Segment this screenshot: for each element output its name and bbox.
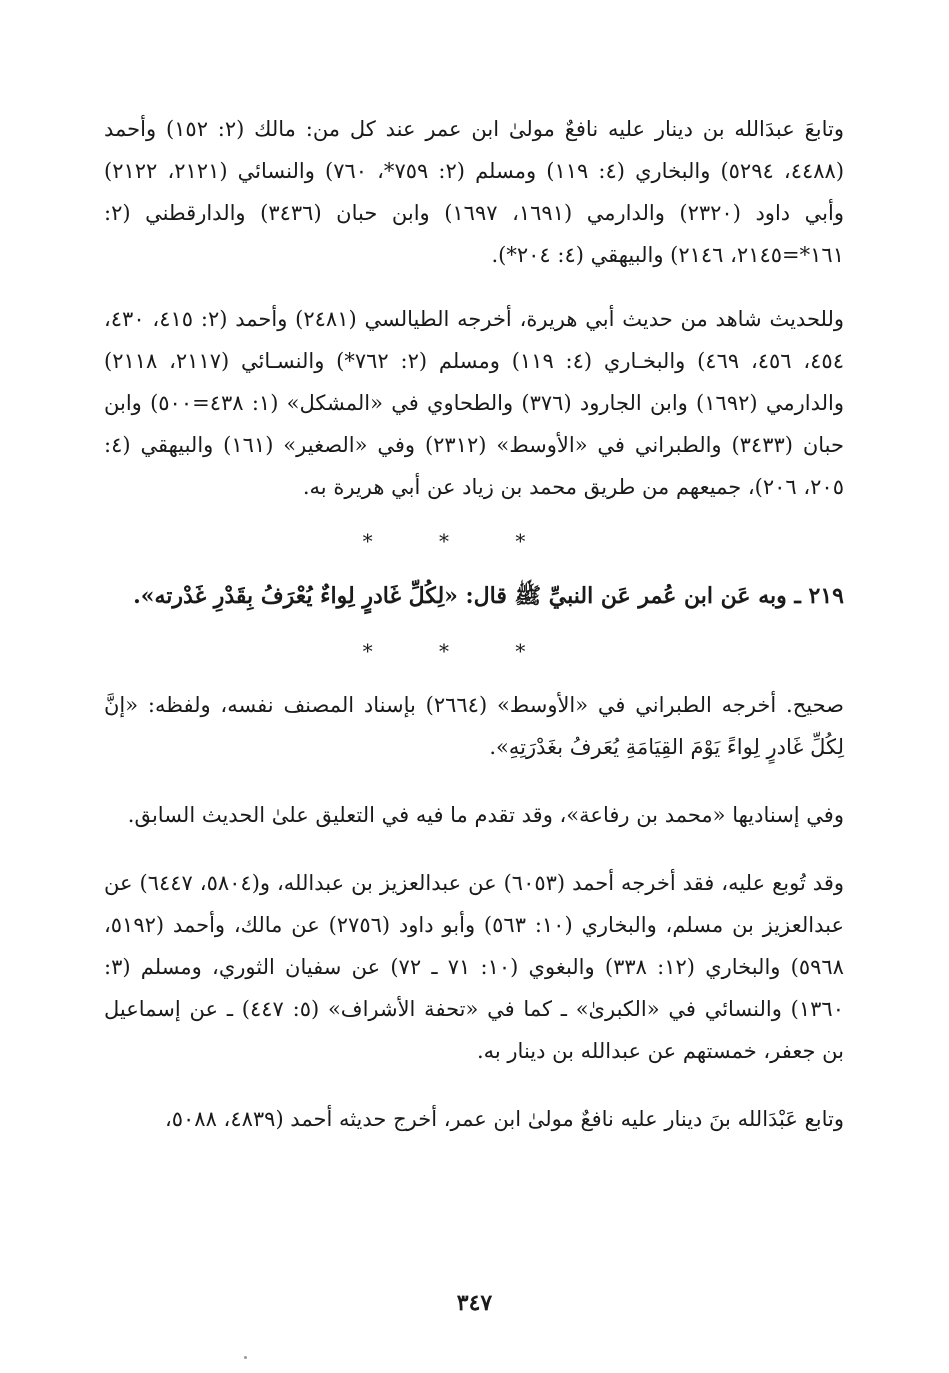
section-divider-stars: * * * [362,529,556,553]
section-divider-stars: * * * [362,639,556,663]
paragraph-mutabaat: وقد تُوبع عليه، فقد أخرجه أحمد (٦٠٥٣) عن عبدالعزيز بن عبدالله، و(٥٨٠٤، ٦٤٤٧) عن عبدالعزيز بن مسلم، والبخاري (١٠: ٥٦٣) وأبو داود (٢٧٥٦) عن مالك، وأحمد (٥١٩٢، ٥٩٦٨) والبخاري (١٢: ٣٣٨) والبغوي (١٠: ٧١ ـ ٧٢) عن سفيان الثوري، ومسلم (٣: ١٣٦٠) والنسائي في «الكبرىٰ» ـ كما في «تحفة الأشراف» (٥: ٤٤٧) ـ عن إسماعيل بن جعفر، خمستهم عن عبدالله بن دينار به. [104,871,845,1063]
page-body [104,108,844,1140]
paragraph-takhrij-sahih: صحيح. أخرجه الطبراني في «الأوسط» (٢٦٦٤) بإسناد المصنف نفسه، ولفظه: «إنَّ لِكُلِّ غَادرٍ لِواءً يَوْمَ القِيَامَةِ يُعَرفُ بغَدْرَتِهِ». [104,693,844,759]
paragraph-nafi-continuation: وتابع عَبْدَالله بنَ دينار عليه نافعٌ مولىٰ ابن عمر، أخرج حديثه أحمد (٤٨٣٩، ٥٠٨٨، [164,1107,844,1131]
hadith-text: ـ وبه عَن ابن عُمر عَن النبيِّ ﷺ قال: «لِكُلِّ غَادرٍ لِواءٌ يُعْرَفُ بِقَدْرِ غَدْرته». [133,583,801,609]
paragraph-spacer [104,1072,844,1098]
hadith-number: ٢١٩ [808,583,844,609]
scan-speck [244,1356,247,1359]
hadith-219 [104,574,844,618]
paragraph-nafi-mutabaa: وتابعَ عبدَالله بن دينار عليه نافعٌ مولىٰ ابن عمر عند كل من: مالك (٢: ١٥٢) وأحمد (٤٤٨٨، ٥٢٩٤) والبخاري (٤: ١١٩) ومسلم (٢: ٧٥٩*، ٧٦٠) والنسائي (٢١٢١، ٢١٢٢) وأبي داود (٢٣٢٠) والدارمي (١٦٩١، ١٦٩٧) وابن حبان (٣٤٣٦) والدارقطني (٢: ١٦١*=٢١٤٥، ٢١٤٦) والبيهقي (٤: ٢٠٤*). [104,117,845,267]
paragraph-spacer [104,276,844,298]
paragraph-isnad-note: وفي إسناديها «محمد بن رفاعة»، وقد تقدم ما فيه في التعليق علىٰ الحديث السابق. [127,803,844,827]
paragraph-spacer [104,768,844,794]
paragraph-spacer [104,836,844,862]
page-number: ٣٤٧ [456,1290,493,1316]
paragraph-abu-huraira-shahid: وللحديث شاهد من حديث أبي هريرة، أخرجه الطيالسي (٢٤٨١) وأحمد (٢: ٤١٥، ٤٣٠، ٤٥٤، ٤٥٦، ٤٦٩) والبخـاري (٤: ١١٩) ومسلم (٢: ٧٦٢*) والنسـائي (٢١١٧، ٢١١٨) والدارمي (١٦٩٢) وابن الجارود (٣٧٦) والطحاوي في «المشكل» (١: ٤٣٨=٥٠٠) وابن حبان (٣٤٣٣) والطبراني في «الأوسط» (٢٣١٢) وفي «الصغير» (١٦١) والبيهقي (٤: ٢٠٥، ٢٠٦)، جميعهم من طريق محمد بن زياد عن أبي هريرة به. [104,307,845,499]
